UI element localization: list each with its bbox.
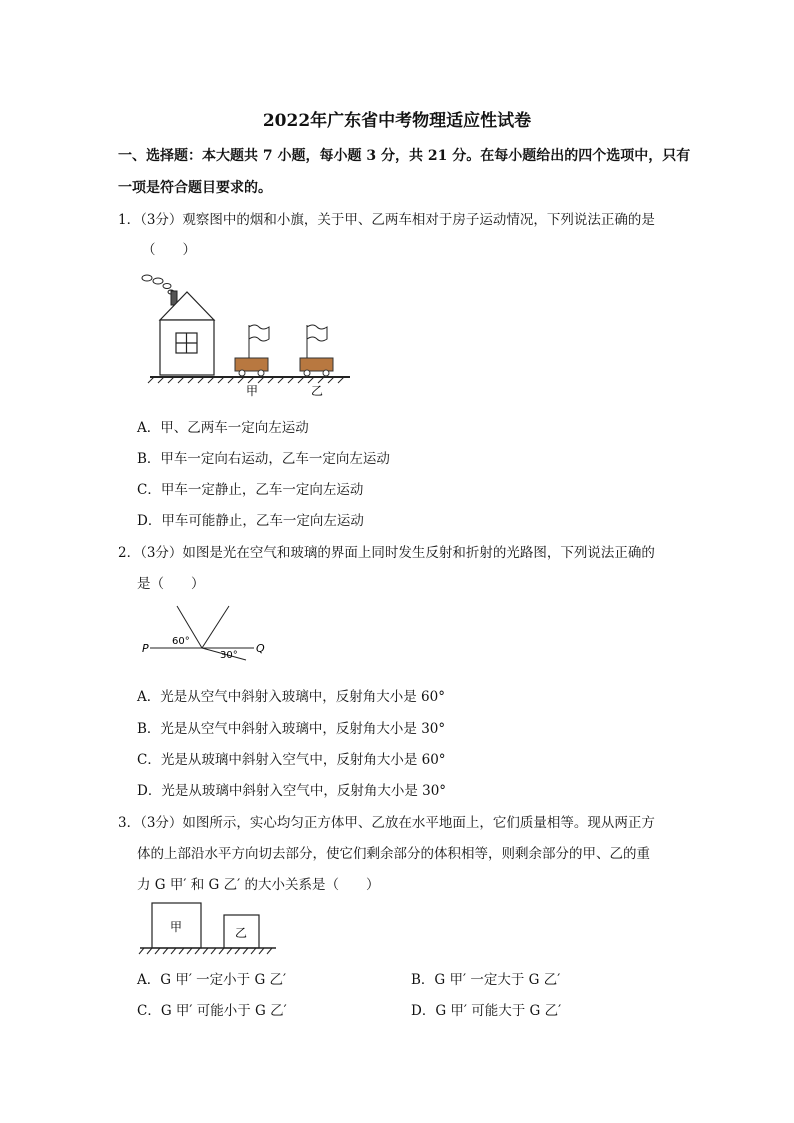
- question-1-option-c: C．甲车一定静止，乙车一定向左运动: [137, 482, 364, 498]
- cart-yi: [300, 325, 333, 376]
- cart-jia: [235, 325, 269, 376]
- question-2-stem-line1: 2．（3分）如图是光在空气和玻璃的界面上同时发生反射和折射的光路图，下列说法正确的: [118, 545, 655, 561]
- page-title: 2022年广东省中考物理适应性试卷: [262, 111, 532, 131]
- question-2-option-c: C．光是从玻璃中斜射入空气中，反射角大小是 60°: [137, 752, 446, 768]
- question-2-option-a: A．光是从空气中斜射入玻璃中，反射角大小是 60°: [137, 689, 445, 705]
- angle-label-60: 60°: [172, 636, 190, 647]
- question-3-stem-line2: 体的上部沿水平方向切去部分，使它们剩余部分的体积相等，则剩余部分的甲、乙的重: [137, 846, 650, 862]
- question-3-option-c: C．G 甲′ 可能小于 G 乙′: [137, 1003, 287, 1019]
- question-2-option-d: D．光是从玻璃中斜射入空气中，反射角大小是 30°: [137, 783, 447, 799]
- question-3-stem-line3: 力 G 甲′ 和 G 乙′ 的大小关系是（ ）: [137, 877, 380, 893]
- label-q: Q: [256, 642, 265, 655]
- question-1-option-d: D．甲车可能静止，乙车一定向左运动: [137, 513, 364, 529]
- question-1-option-a: A．甲、乙两车一定向左运动: [137, 420, 309, 436]
- house: [160, 292, 214, 375]
- question-1-option-b: B．甲车一定向右运动，乙车一定向左运动: [137, 451, 390, 467]
- label-yi: 乙: [311, 384, 324, 398]
- question-3-option-b: B．G 甲′ 一定大于 G 乙′: [411, 972, 561, 988]
- smoke-puff: [153, 278, 163, 284]
- question-3-figure: [136, 898, 281, 960]
- ray-right: [202, 606, 229, 648]
- label-yi: 乙: [235, 926, 248, 940]
- question-2-figure: [136, 598, 276, 670]
- flag-yi: [307, 325, 327, 341]
- question-1-stem-line2: （ ）: [142, 242, 196, 258]
- label-p: P: [142, 642, 149, 655]
- question-3-stem-line1: 3．（3分）如图所示，实心均匀正方体甲、乙放在水平地面上，它们质量相等。现从两正方: [118, 815, 655, 831]
- question-1-stem-line1: 1．（3分）观察图中的烟和小旗，关于甲、乙两车相对于房子运动情况，下列说法正确的是: [118, 212, 655, 228]
- question-2-option-b: B．光是从空气中斜射入玻璃中，反射角大小是 30°: [137, 721, 446, 737]
- label-jia: 甲: [170, 920, 183, 934]
- smoke-puff: [142, 275, 152, 281]
- question-1-figure: [136, 265, 366, 405]
- smoke-puff: [163, 284, 171, 289]
- flag-jia: [249, 325, 269, 341]
- question-2-stem-line2: 是（ ）: [137, 576, 205, 592]
- question-3-option-d: D．G 甲′ 可能大于 G 乙′: [411, 1003, 562, 1019]
- ground-hatching: [139, 948, 272, 954]
- question-3-option-a: A．G 甲′ 一定小于 G 乙′: [137, 972, 287, 988]
- section-heading-line1: 一、选择题：本大题共 7 小题，每小题 3 分，共 21 分。在每小题给出的四个选项中，只有: [118, 148, 691, 164]
- section-heading-line2: 一项是符合题目要求的。: [118, 180, 272, 196]
- label-jia: 甲: [246, 384, 259, 398]
- angle-label-30: 30°: [220, 650, 238, 661]
